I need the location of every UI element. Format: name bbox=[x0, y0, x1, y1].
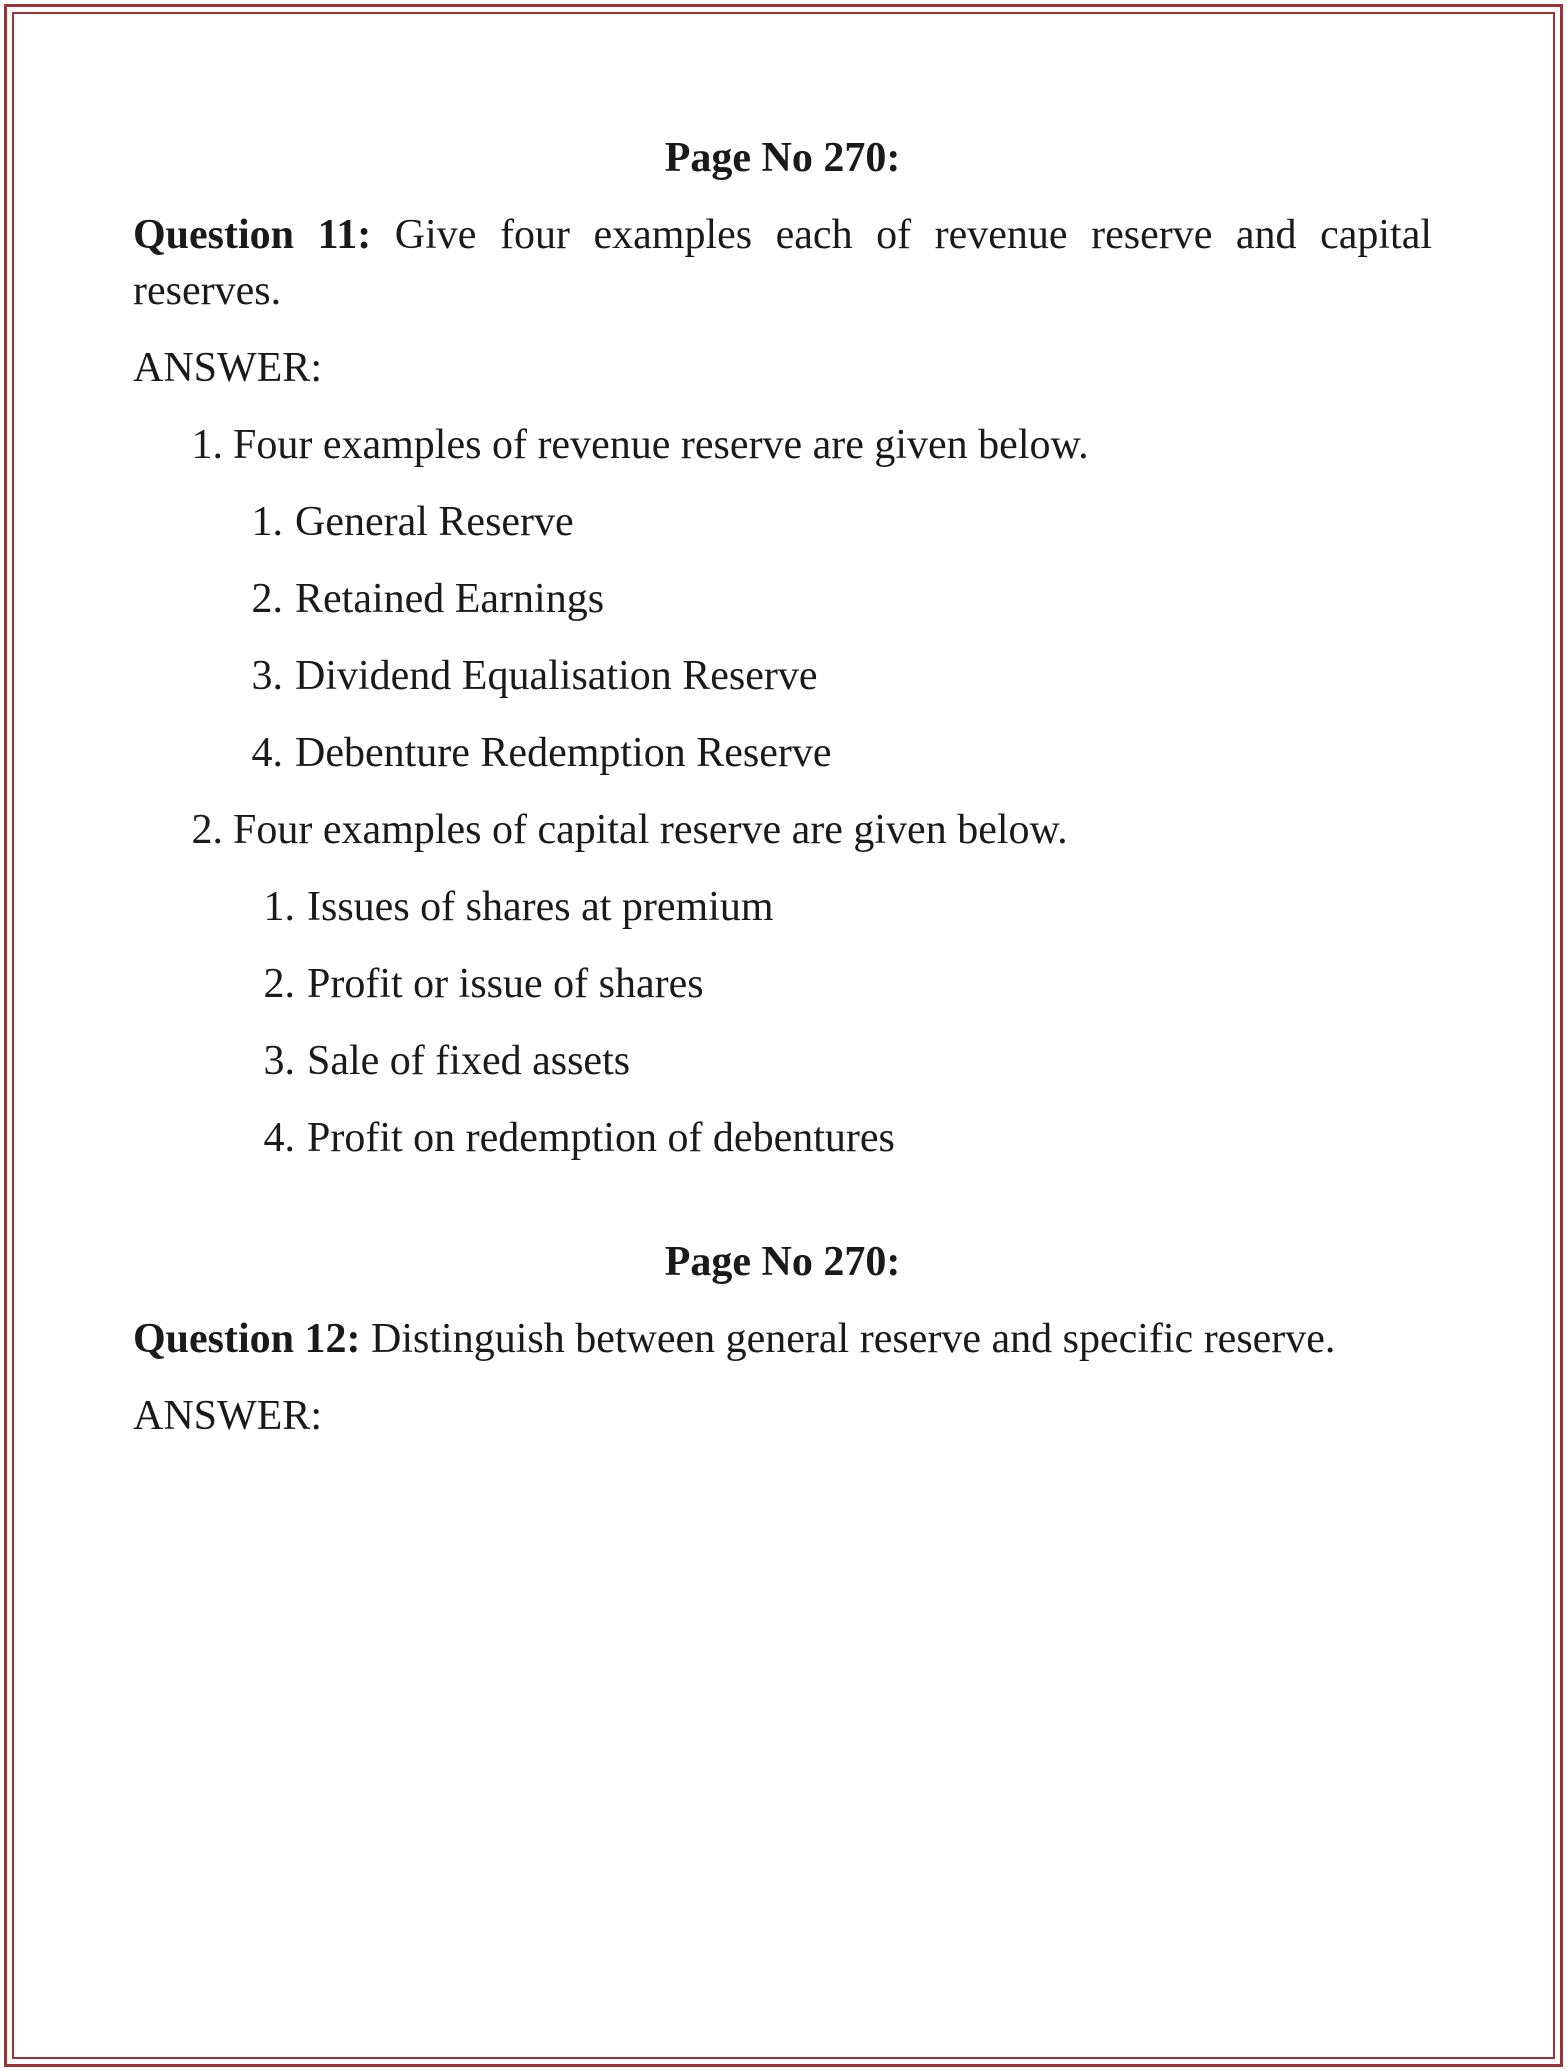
sub-list-capital-reserve bbox=[233, 879, 1432, 1166]
page-heading: Page No 270: bbox=[664, 135, 901, 181]
answer-label: ANSWER: bbox=[133, 1393, 322, 1439]
sub-list-item bbox=[251, 648, 1432, 704]
section-spacer bbox=[133, 1187, 1432, 1234]
question-label: Question 11: bbox=[133, 212, 395, 258]
list-item-number: 2. bbox=[191, 807, 223, 853]
sub-item-text: Profit or issue of shares bbox=[307, 961, 704, 1007]
sub-item-text: General Reserve bbox=[295, 499, 574, 545]
question-11-section bbox=[133, 130, 1432, 1166]
sub-list-item bbox=[263, 1110, 1432, 1166]
list-item-number: 1. bbox=[191, 422, 223, 468]
question-11 bbox=[133, 207, 1432, 319]
list-item bbox=[133, 802, 1432, 1166]
sub-item-number: 1. bbox=[263, 884, 295, 930]
sub-list-revenue-reserve bbox=[233, 494, 1432, 781]
sub-item-number: 4. bbox=[263, 1115, 295, 1161]
question-12-section bbox=[133, 1234, 1432, 1444]
sub-item-number: 3. bbox=[263, 1038, 295, 1084]
sub-item-number: 2. bbox=[263, 961, 295, 1007]
sub-item-number: 1. bbox=[251, 499, 283, 545]
sub-list-item bbox=[263, 956, 1432, 1012]
sub-item-text: Dividend Equalisation Reserve bbox=[295, 653, 818, 699]
question-label: Question 12: bbox=[133, 1316, 372, 1362]
sub-item-text: Profit on redemption of debentures bbox=[307, 1115, 895, 1161]
sub-list-item bbox=[263, 1033, 1432, 1089]
question-text: Distinguish between general reserve and specific reserve. bbox=[371, 1316, 1336, 1362]
page-heading: Page No 270: bbox=[664, 1239, 901, 1285]
sub-item-number: 4. bbox=[251, 730, 283, 776]
document-page bbox=[133, 130, 1432, 1465]
answer-label: ANSWER: bbox=[133, 345, 322, 391]
sub-list-item bbox=[251, 494, 1432, 550]
list-item bbox=[133, 417, 1432, 781]
sub-item-text: Issues of shares at premium bbox=[307, 884, 774, 930]
sub-item-text: Retained Earnings bbox=[295, 576, 605, 622]
list-item-text: Four examples of revenue reserve are given below. bbox=[233, 422, 1089, 468]
sub-list-item bbox=[251, 725, 1432, 781]
sub-list-item bbox=[251, 571, 1432, 627]
answer-list bbox=[133, 417, 1432, 1166]
list-item-text: Four examples of capital reserve are given below. bbox=[233, 807, 1068, 853]
question-12 bbox=[133, 1311, 1432, 1367]
sub-item-number: 2. bbox=[251, 576, 283, 622]
sub-item-text: Sale of fixed assets bbox=[307, 1038, 631, 1084]
sub-list-item bbox=[263, 879, 1432, 935]
question-text: Give four examples each of revenue reserve and capital reserves. bbox=[133, 212, 1433, 314]
sub-item-text: Debenture Redemption Reserve bbox=[295, 730, 832, 776]
sub-item-number: 3. bbox=[251, 653, 283, 699]
